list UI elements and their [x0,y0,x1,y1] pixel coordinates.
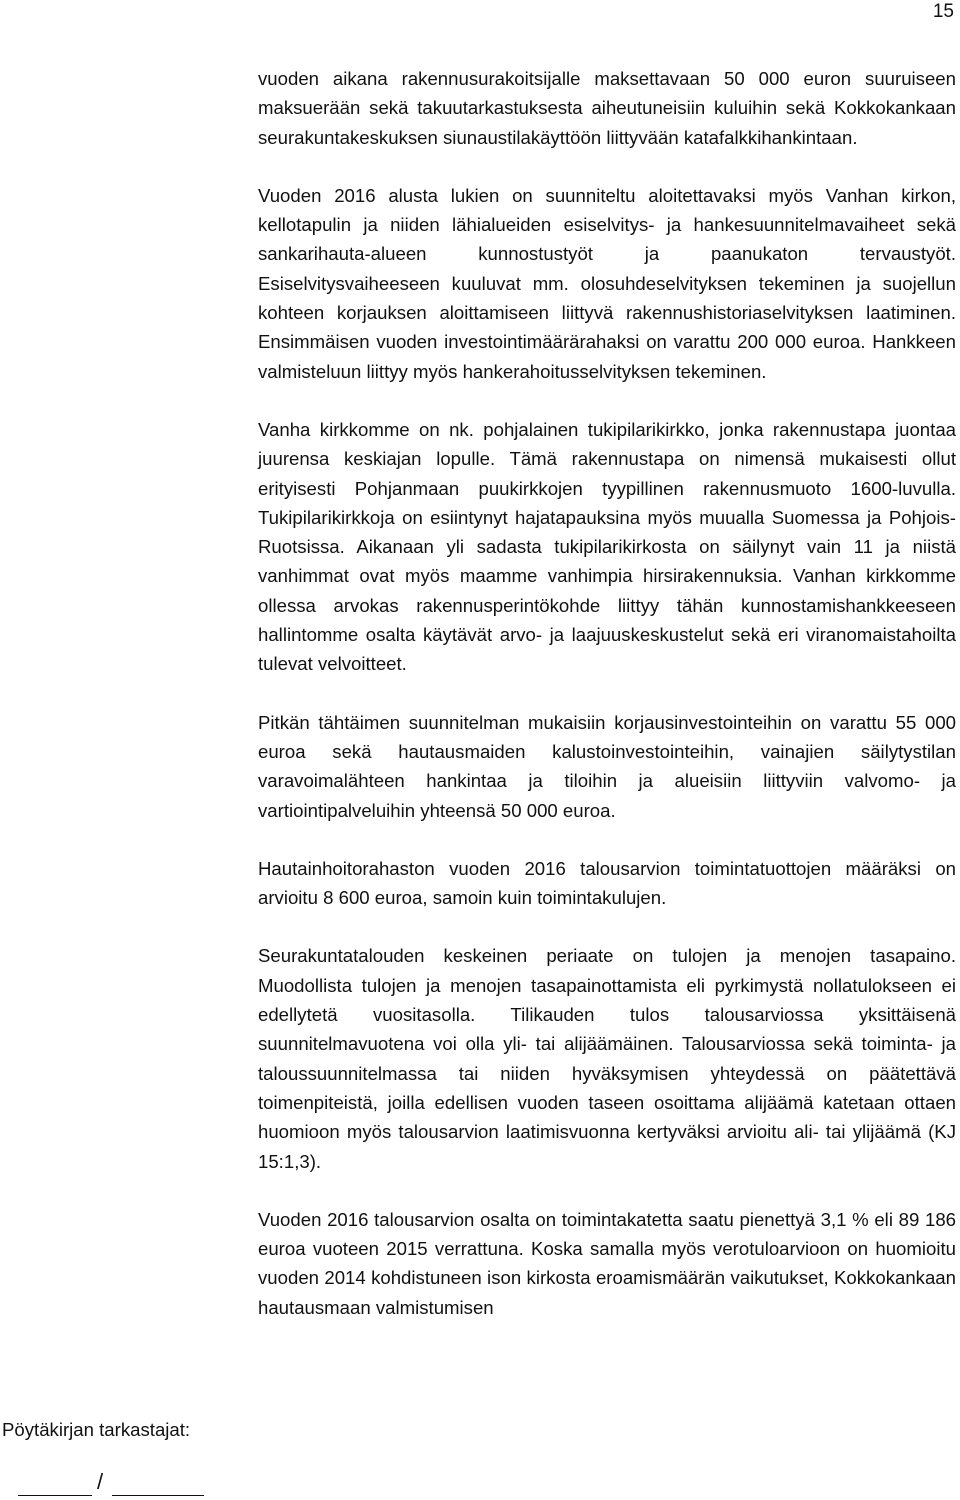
paragraph-6: Seurakuntatalouden keskeinen periaate on tulojen ja menojen tasapaino. Muodollista tulojen ja menojen tasapainottamista eli pyrkimystä nollatulokseen ei edellytetä vuositasolla. Tilikauden tulos talousarviossa yksittäisenä suunnitelmavuotena voi olla yli- tai alijäämäinen. Talousarviossa sekä toiminta- ja taloussuunnitelmassa tai niiden hyväksymisen yhteydessä on päätettävä toimenpiteistä, joilla edellisen vuoden taseen osoittama alijäämä katetaan ottaen huomioon myös talousarvion laatimisvuonna kertyväksi arvioitu ali- tai ylijäämä (KJ 15:1,3). [258,945,956,1172]
paragraph-4: Pitkän tähtäimen suunnitelman mukaisiin korjausinvestointeihin on varattu 55 000 euroa sekä hautausmaiden kalustoinvestointeihin, vainajien säilytystilan varavoimalähteen hankintaa ja tiloihin ja alueisiin liittyviin valvomo- ja vartiointipalveluihin yhteensä 50 000 euroa. [258,711,956,821]
reviewers-label: Pöytäkirjan tarkastajat: [2,1419,191,1440]
paragraph-3: Vanha kirkkomme on nk. pohjalainen tukipilarikirkko, jonka rakennustapa juontaa juurensa keskiajan lopulle. Tämä rakennustapa on nimensä mukaisesti ollut erityisesti Pohjanmaan puukirkkojen tyypillinen rakennusmuoto 1600-luvulla. Tukipilarikirkkoja on esiintynyt hajatapauksina myös muualla Suomessa ja Pohjois-Ruotsissa. Aikanaan yli sadasta tukipilarikirkosta on säilynyt vain 11 ja niistä vanhimmat ovat myös maamme vanhimpia hirsirakennuksia. Vanhan kirkkomme ollessa arvokas rakennusperintökohde liittyy tähän kunnostamishankkeeseen hallintomme osalta käytävät arvo- ja laajuuskeskustelut sekä eri viranomaistahoilta tulevat velvoitteet. [258,418,956,675]
signature-line-1 [18,1495,92,1496]
paragraph-7: Vuoden 2016 talousarvion osalta on toimintakatetta saatu pienettyä 3,1 % eli 89 186 euroa vuoteen 2015 verrattuna. Koska samalla myös verotuloarvioon on huomioitu vuoden 2014 kohdistuneen ison kirkosta eroamismäärän vaikutukset, Kokkokankaan hautausmaan valmistumisen [258,1208,956,1318]
page-number: 15 [932,1,954,22]
document-body [258,64,956,1322]
paragraph-1: vuoden aikana rakennusurakoitsijalle maksettavaan 50 000 euron suuruiseen maksuerään sekä takuutarkastuksesta aiheutuneisiin kuluihin sekä Kokkokankaan seurakuntakeskuksen siunaustilakäyttöön liittyvään katafalkkihankintaan. [258,68,956,148]
signature-separator: / [97,1469,104,1494]
signature-line-2 [112,1495,204,1496]
paragraph-2: Vuoden 2016 alusta lukien on suunniteltu aloitettavaksi myös Vanhan kirkon, kellotapulin ja niiden lähialueiden esiselvitys- ja hankesuunnitelmavaiheet sekä sankarihauta-alueen kunnostustyöt ja paanukaton tervaustyöt. Esiselvitysvaiheeseen kuuluvat mm. olosuhdeselvityksen tekeminen ja suojellun kohteen korjauksen aloittamiseen liittyvä rakennushistoriaselvityksen laatiminen. Ensimmäisen vuoden investointimäärärahaksi on varattu 200 000 euroa. Hankkeen valmisteluun liittyy myös hankerahoitusselvityksen tekeminen. [258,184,956,382]
paragraph-5: Hautainhoitorahaston vuoden 2016 talousarvion toimintatuottojen määräksi on arvioitu 8 600 euroa, samoin kuin toimintakulujen. [258,857,956,909]
